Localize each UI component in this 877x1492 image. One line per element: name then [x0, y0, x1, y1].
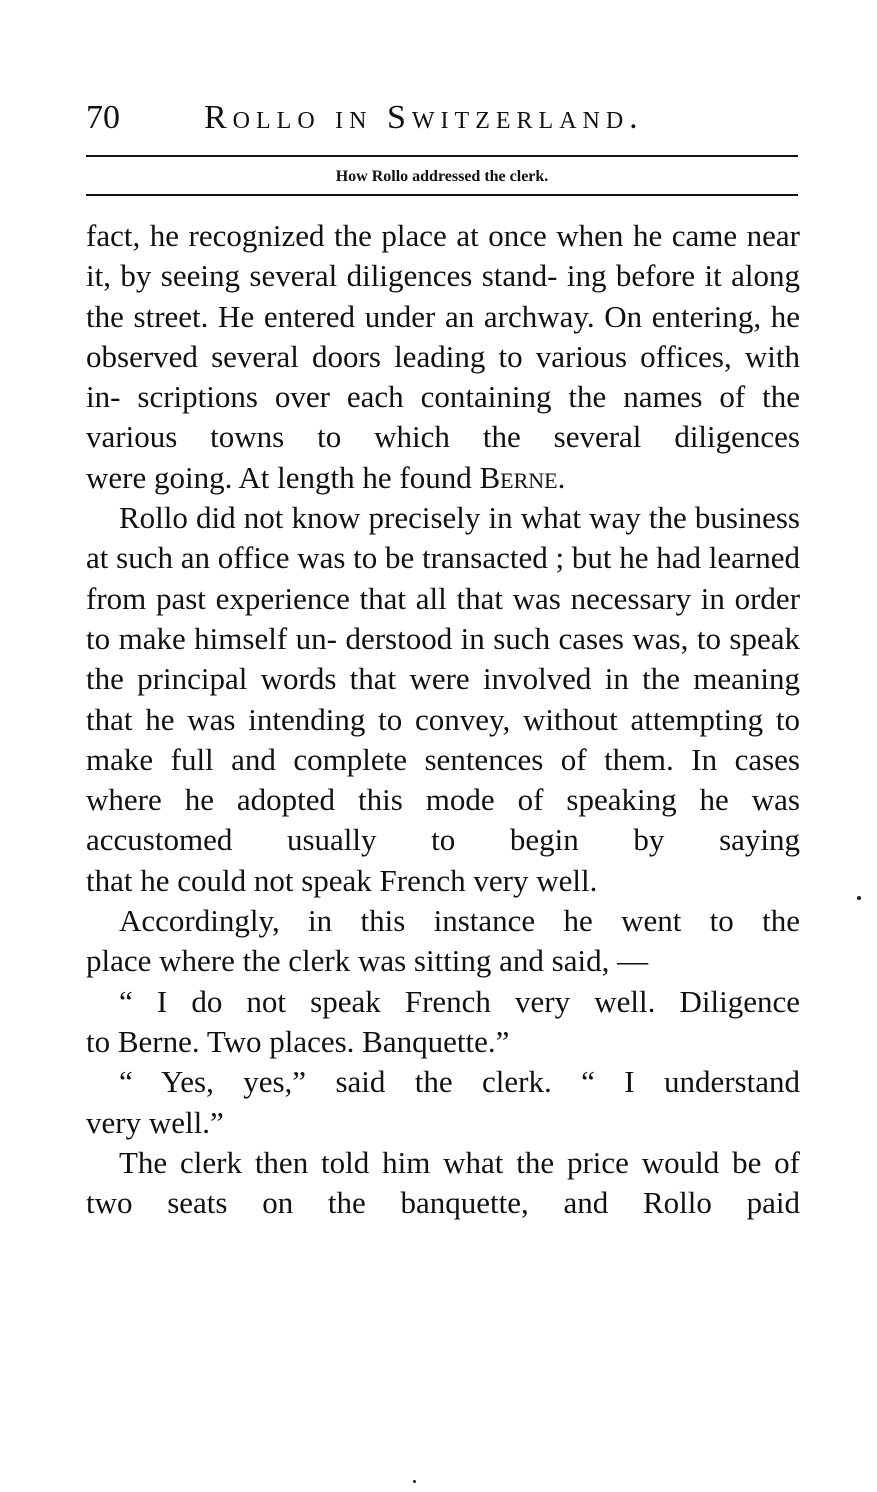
text-line: Rollo did not know precisely in what way the: [119, 500, 687, 536]
text-line: “ Yes, yes,” said the clerk. “ I understand: [119, 1064, 800, 1100]
text-line: scriptions over each containing the names of the: [137, 379, 801, 415]
page-number: 70: [86, 99, 120, 136]
paragraph-1: [86, 216, 800, 458]
caption-rule-top: [86, 155, 798, 157]
caption-rule-bottom: [86, 194, 798, 196]
text-line: but he had learned from past experience that all: [86, 540, 800, 616]
text-line: to make full and complete sentences of them. In: [86, 701, 800, 777]
running-title: Rollo in Switzerland.: [204, 99, 644, 136]
text-line: be of two seats on the banquette, and Rollo paid: [86, 1144, 800, 1221]
text-line: Accordingly, in this instance he went to the: [119, 903, 800, 939]
paragraph-2-last-line: [86, 861, 800, 901]
text-line: several doors leading to various offices, with in-: [86, 338, 800, 415]
text-line: came near it, by seeing several diligences stand-: [86, 218, 801, 294]
text-line: very well.”: [86, 1104, 224, 1140]
text-line: words that were involved in the meaning that: [86, 661, 801, 737]
text-line: The clerk then told him what the price would: [119, 1144, 720, 1180]
text-line: ing before it along the street. He entered: [86, 258, 801, 334]
paragraph-3: [86, 901, 800, 941]
illustration-caption: How Rollo addressed the clerk.: [335, 168, 549, 185]
paragraph-3-last-line: [86, 941, 800, 981]
paragraph-4: [86, 982, 800, 1022]
text-line: business at such an office was to be transacted ;: [86, 500, 800, 576]
text-line: were going. At length he found: [86, 459, 472, 495]
print-speck: [857, 896, 861, 900]
text-line: place where the clerk was sitting and said, —: [86, 943, 649, 979]
text-line: “ I do not speak French very well. Diligence: [119, 983, 800, 1019]
place-name-berne: Berne.: [479, 459, 566, 495]
text-line: various towns to which the several diligences: [86, 419, 800, 455]
body-text: [86, 216, 800, 1223]
paragraph-5: [86, 1062, 800, 1102]
paragraph-1-last-line: [86, 458, 800, 498]
paragraph-2: [86, 498, 800, 861]
text-line: cases where he adopted this mode of speaking: [86, 741, 800, 818]
text-line: that he could not speak French very well.: [86, 862, 598, 898]
paragraph-4-last-line: [86, 1022, 800, 1062]
page-header: [86, 96, 798, 140]
text-line: that was necessary in order to make himself un-: [86, 580, 801, 656]
paragraph-5-last-line: [86, 1103, 800, 1143]
text-line: fact, he recognized the place at once when he: [86, 218, 663, 253]
text-line: he was accustomed usually to begin by saying: [86, 782, 800, 858]
text-line: to Berne. Two places. Banquette.”: [86, 1023, 510, 1059]
print-speck: [413, 1480, 416, 1483]
paragraph-6: [86, 1143, 800, 1224]
text-line: under an archway. On entering, he observed: [86, 298, 800, 374]
text-line: derstood in such cases was, to speak the principal: [86, 620, 800, 697]
text-line: he was intending to convey, without attempting: [145, 701, 764, 737]
